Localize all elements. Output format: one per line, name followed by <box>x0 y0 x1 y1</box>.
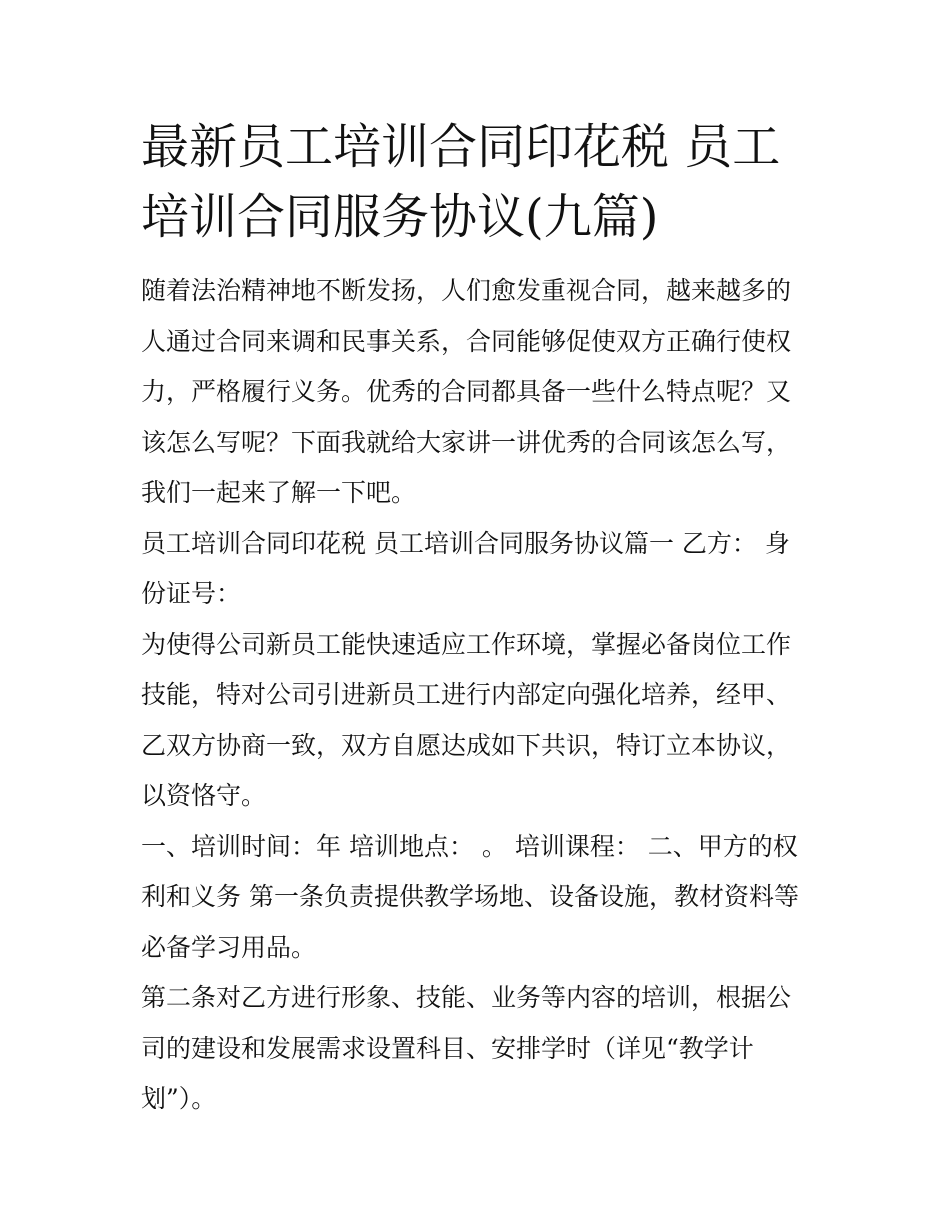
paragraph-article-two: 第二条对乙方进行形象、技能、业务等内容的培训，根据公司的建设和发展需求设置科目、安排学时（详见“教学计划”）。 <box>141 983 792 1113</box>
paragraph-training-terms: 一、培训时间：年 培训地点： 。 培训课程： 二、甲方的权利和义务 第一条负责提供教学场地、设备设施，教材资料等必备学习用品。 <box>141 831 799 962</box>
paragraph-purpose: 为使得公司新员工能快速适应工作环境，掌握必备岗位工作技能，特对公司引进新员工进行内部定向强化培养，经甲、乙双方协商一致，双方自愿达成如下共识，特订立本协议，以资恪守。 <box>141 629 792 810</box>
document-content <box>141 112 813 1125</box>
paragraph-intro: 随着法治精神地不断发扬，人们愈发重视合同，越来越多的人通过合同来调和民事关系，合同能够促使双方正确行使权力，严格履行义务。优秀的合同都具备一些什么特点呢？又该怎么写呢？下面我就给大家讲一讲优秀的合同该怎么写，我们一起来了解一下吧。 <box>141 276 792 507</box>
document-body <box>141 266 813 1125</box>
document-title: 最新员工培训合同印花税 员工培训合同服务协议(九篇) <box>141 119 781 245</box>
paragraph-agreement-header: 员工培训合同印花税 员工培训合同服务协议篇一 乙方： 身份证号： <box>141 528 790 608</box>
